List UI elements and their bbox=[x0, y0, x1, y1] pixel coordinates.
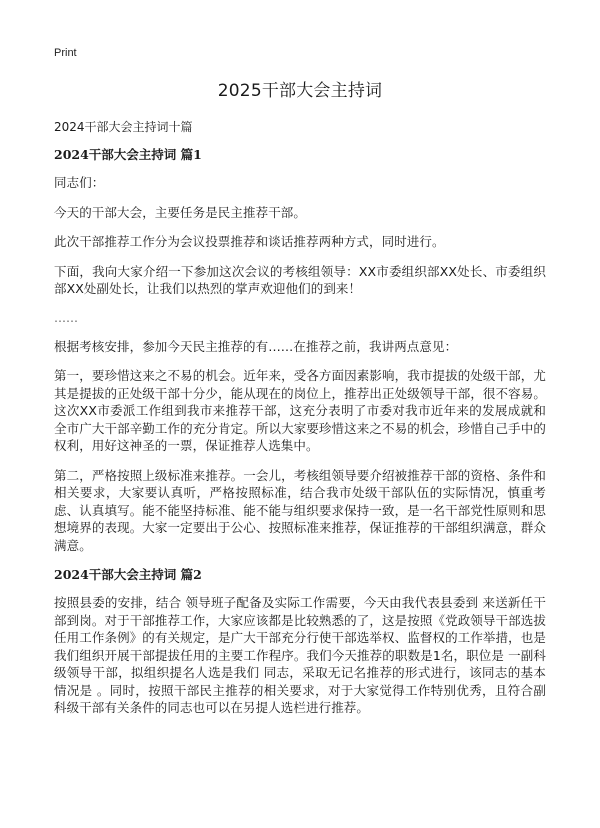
document-title: 2025干部大会主持词 bbox=[217, 81, 383, 101]
ellipsis-marker: …… bbox=[54, 310, 78, 325]
document-subtitle: 2024干部大会主持词十篇 bbox=[54, 120, 193, 134]
greeting-paragraph: 同志们： bbox=[54, 175, 105, 190]
section-2-heading: 2024干部大会主持词 篇2 bbox=[54, 567, 202, 582]
method-paragraph: 此次干部推荐工作分为会议投票推荐和谈话推荐两种方式，同时进行。 bbox=[54, 234, 445, 249]
section-1-heading: 2024干部大会主持词 篇1 bbox=[54, 147, 202, 162]
introduction-paragraph: 下面，我向大家介绍一下参加这次会议的考核组领导：XX市委组织部XX处长、市委组织部XX处副处长，让我们以热烈的掌声欢迎他们的到来！ bbox=[54, 263, 546, 296]
task-paragraph: 今天的干部大会，主要任务是民主推荐干部。 bbox=[54, 204, 307, 220]
print-link[interactable]: Print bbox=[54, 47, 77, 59]
first-point-paragraph: 第一，要珍惜这来之不易的机会。近年来，受各方面因素影响，我市提拔的处级干部，尤其是提拔的正处级干部十分少，能从现在的岗位上，推荐出正处级领导干部，很不容易。这次XX市委派工作组到我市来推荐干部，这充分表明了市委对我市近年来的发展成就和全市广大干部辛勤工作的充分肯定。所以大家要珍惜这来之不易的机会，珍惜自己手中的权利，用好这神圣的一票，保证推荐人选集中。 bbox=[54, 368, 546, 453]
arrangement-paragraph: 根据考核安排，参加今天民主推荐的有……在推荐之前，我讲两点意见： bbox=[54, 338, 458, 354]
county-arrangement-paragraph: 按照县委的安排，结合 领导班子配备及实际工作需要，今天由我代表县委到 来送新任干部到岗。对于干部推荐工作，大家应该都是比较熟悉的了，这是按照《党政领导干部选拔任用工作条例》的有关规定，是广大干部充分行使干部选举权、监督权的工作举措，也是我们组织开展干部提拔任用的主要工作程序。我们今天推荐的职数是1名，职位是 一副科级领导干部，拟组织提名人选是我们 同志，采取无记名推荐的形式进行，该同志的基本情况是 。同时，按照干部民主推荐的相关要求，对于大家觉得工作特别优秀，且符合副科级干部有关条件的同志也可以在另提人选栏进行推荐。 bbox=[54, 595, 546, 715]
second-point-paragraph: 第二，严格按照上级标准来推荐。一会儿，考核组领导要介绍被推荐干部的资格、条件和相关要求，大家要认真听，严格按照标准，结合我市处级干部队伍的实际情况，慎重考虑、认真填写。能不能坚持标准、能不能与组织要求保持一致，是一名干部党性原则和思想境界的表现。大家一定要出于公心、按照标准来推荐，保证推荐的干部组织满意，群众满意。 bbox=[54, 467, 546, 553]
